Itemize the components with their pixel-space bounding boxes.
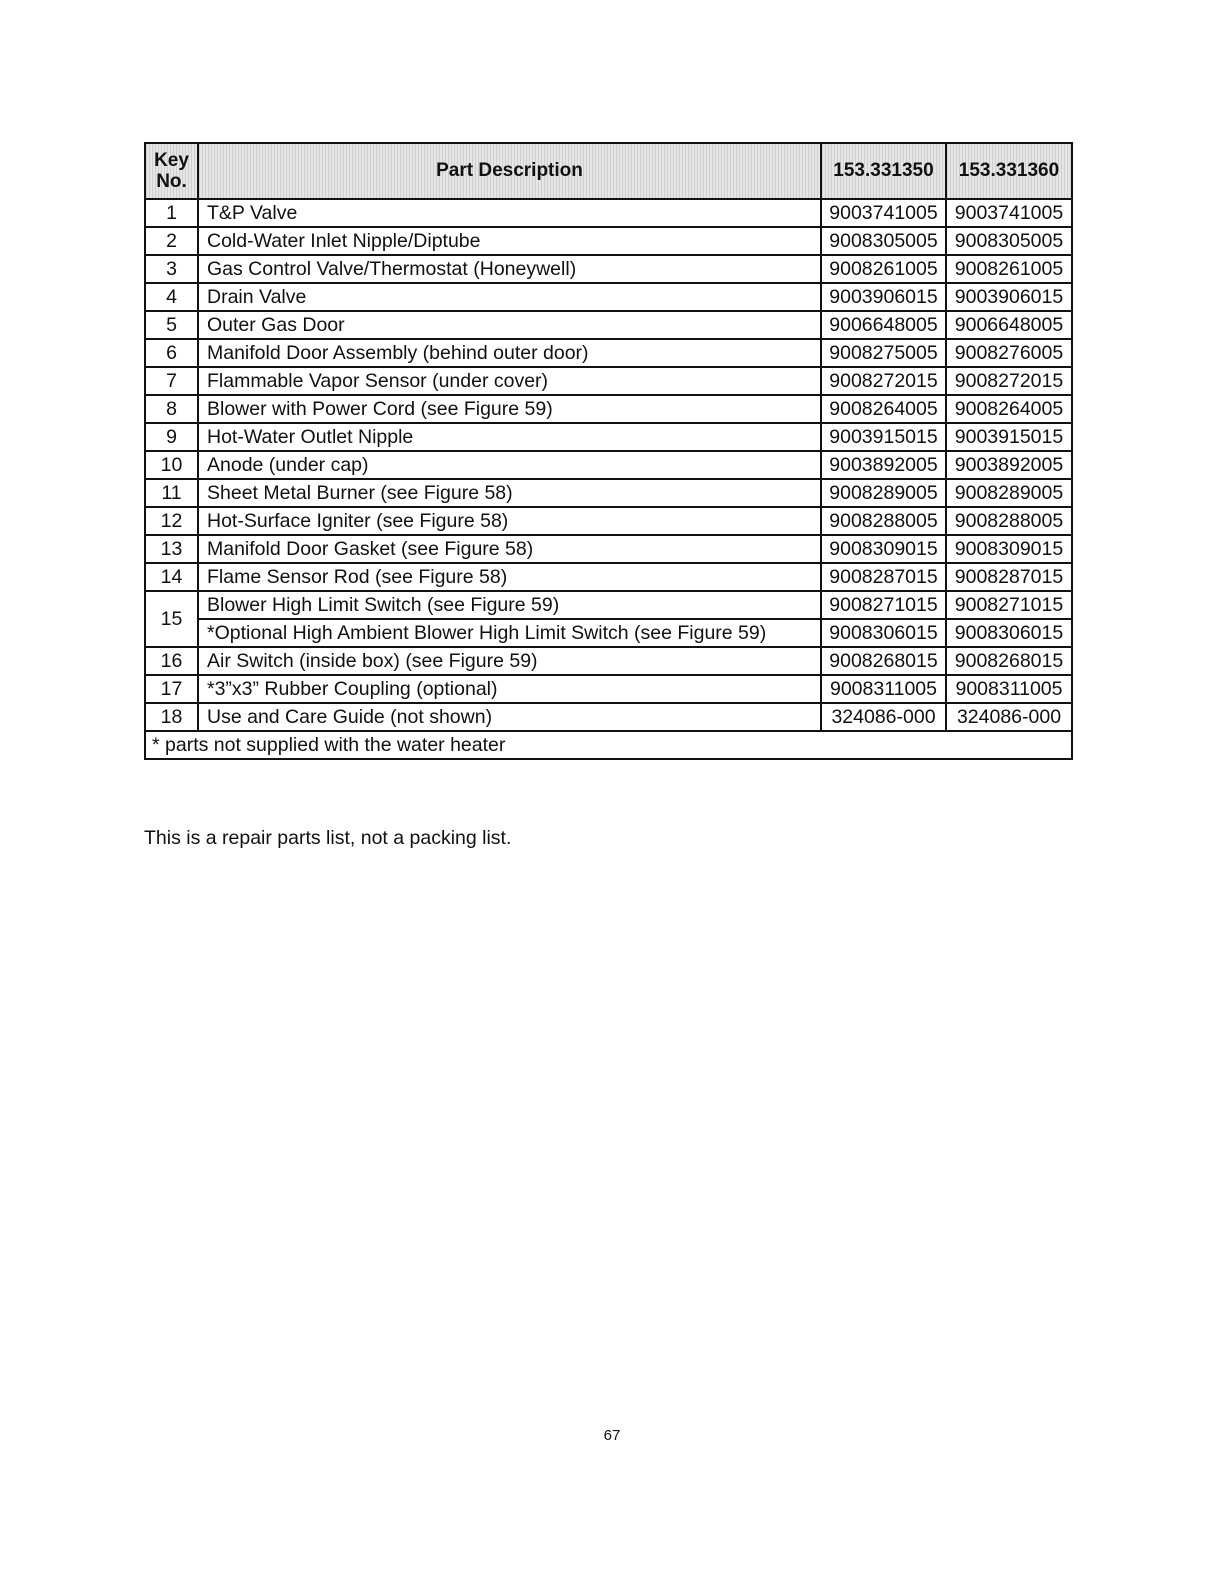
part-number-model-2: 9008305005	[946, 227, 1072, 255]
table-row	[145, 451, 1072, 479]
header-model-1: 153.331350	[821, 143, 946, 199]
table-row	[145, 339, 1072, 367]
key-number: 13	[145, 535, 198, 563]
key-number: 2	[145, 227, 198, 255]
part-description: Blower with Power Cord (see Figure 59)	[198, 395, 821, 423]
part-description: Air Switch (inside box) (see Figure 59)	[198, 647, 821, 675]
part-description: Sheet Metal Burner (see Figure 58)	[198, 479, 821, 507]
table-note: * parts not supplied with the water heater	[145, 731, 1072, 759]
part-number-model-2: 9008261005	[946, 255, 1072, 283]
header-key-no	[145, 143, 198, 199]
table-row	[145, 311, 1072, 339]
part-number-model-1: 9006648005	[821, 311, 946, 339]
table-row	[145, 535, 1072, 563]
part-number-model-1: 9008272015	[821, 367, 946, 395]
header-model-2: 153.331360	[946, 143, 1072, 199]
part-description: Cold-Water Inlet Nipple/Diptube	[198, 227, 821, 255]
part-number-model-2: 9008311005	[946, 675, 1072, 703]
key-number: 15	[145, 591, 198, 647]
part-number-model-2: 9008271015	[946, 591, 1072, 619]
key-number: 12	[145, 507, 198, 535]
part-number-model-1: 9008268015	[821, 647, 946, 675]
header-part-description: Part Description	[198, 143, 821, 199]
part-number-model-1: 9008264005	[821, 395, 946, 423]
part-description: Manifold Door Gasket (see Figure 58)	[198, 535, 821, 563]
part-description: Gas Control Valve/Thermostat (Honeywell)	[198, 255, 821, 283]
table-row	[145, 395, 1072, 423]
key-number: 7	[145, 367, 198, 395]
part-description: Drain Valve	[198, 283, 821, 311]
header-row	[145, 143, 1072, 199]
table-row	[145, 563, 1072, 591]
part-number-model-2: 324086-000	[946, 703, 1072, 731]
part-description: Manifold Door Assembly (behind outer door)	[198, 339, 821, 367]
key-number: 4	[145, 283, 198, 311]
key-number: 18	[145, 703, 198, 731]
part-number-model-1: 9008271015	[821, 591, 946, 619]
part-number-model-2: 9008264005	[946, 395, 1072, 423]
table-row	[145, 227, 1072, 255]
part-number-model-1: 9008306015	[821, 619, 946, 647]
key-number: 10	[145, 451, 198, 479]
part-number-model-1: 9008287015	[821, 563, 946, 591]
table-row	[145, 367, 1072, 395]
table-row	[145, 283, 1072, 311]
part-number-model-1: 9008309015	[821, 535, 946, 563]
header-key-line1: Key	[154, 150, 189, 171]
part-description: *3”x3” Rubber Coupling (optional)	[198, 675, 821, 703]
table-row	[145, 479, 1072, 507]
key-number: 16	[145, 647, 198, 675]
table-row	[145, 647, 1072, 675]
part-number-model-1: 9008311005	[821, 675, 946, 703]
part-description: Flame Sensor Rod (see Figure 58)	[198, 563, 821, 591]
key-number: 8	[145, 395, 198, 423]
part-description: Outer Gas Door	[198, 311, 821, 339]
key-number: 5	[145, 311, 198, 339]
table-row	[145, 703, 1072, 731]
part-number-model-1: 9003892005	[821, 451, 946, 479]
table-row	[145, 591, 1072, 619]
part-number-model-2: 9003906015	[946, 283, 1072, 311]
part-number-model-2: 9008288005	[946, 507, 1072, 535]
part-number-model-2: 9006648005	[946, 311, 1072, 339]
key-number: 14	[145, 563, 198, 591]
part-number-model-2: 9003915015	[946, 423, 1072, 451]
part-description: Use and Care Guide (not shown)	[198, 703, 821, 731]
part-description: T&P Valve	[198, 199, 821, 227]
part-number-model-2: 9008289005	[946, 479, 1072, 507]
table-row	[145, 199, 1072, 227]
part-number-model-2: 9008287015	[946, 563, 1072, 591]
packing-list-note: This is a repair parts list, not a packing list.	[144, 827, 512, 849]
part-number-model-1: 9003906015	[821, 283, 946, 311]
part-description: Hot-Surface Igniter (see Figure 58)	[198, 507, 821, 535]
key-number: 6	[145, 339, 198, 367]
part-number-model-1: 9008289005	[821, 479, 946, 507]
parts-table	[144, 142, 1073, 760]
part-number-model-2: 9008309015	[946, 535, 1072, 563]
key-number: 11	[145, 479, 198, 507]
header-key-line2: No.	[156, 171, 187, 192]
part-number-model-2: 9003741005	[946, 199, 1072, 227]
key-number: 9	[145, 423, 198, 451]
table-row	[145, 423, 1072, 451]
part-number-model-1: 9008275005	[821, 339, 946, 367]
table-row	[145, 619, 1072, 647]
part-description: Blower High Limit Switch (see Figure 59)	[198, 591, 821, 619]
table-row	[145, 507, 1072, 535]
part-number-model-2: 9003892005	[946, 451, 1072, 479]
part-number-model-1: 9003915015	[821, 423, 946, 451]
part-number-model-2: 9008306015	[946, 619, 1072, 647]
table-row	[145, 675, 1072, 703]
part-number-model-1: 324086-000	[821, 703, 946, 731]
part-description-optional: *Optional High Ambient Blower High Limit Switch (see Figure 59)	[198, 619, 821, 647]
key-number: 1	[145, 199, 198, 227]
part-number-model-2: 9008272015	[946, 367, 1072, 395]
part-description: Anode (under cap)	[198, 451, 821, 479]
part-number-model-2: 9008276005	[946, 339, 1072, 367]
part-description: Flammable Vapor Sensor (under cover)	[198, 367, 821, 395]
part-number-model-1: 9008305005	[821, 227, 946, 255]
page-number: 67	[603, 1427, 621, 1444]
key-number: 3	[145, 255, 198, 283]
table-note-row	[145, 731, 1072, 759]
part-number-model-1: 9003741005	[821, 199, 946, 227]
key-number: 17	[145, 675, 198, 703]
table-row	[145, 255, 1072, 283]
part-number-model-2: 9008268015	[946, 647, 1072, 675]
part-number-model-1: 9008261005	[821, 255, 946, 283]
part-number-model-1: 9008288005	[821, 507, 946, 535]
part-description: Hot-Water Outlet Nipple	[198, 423, 821, 451]
